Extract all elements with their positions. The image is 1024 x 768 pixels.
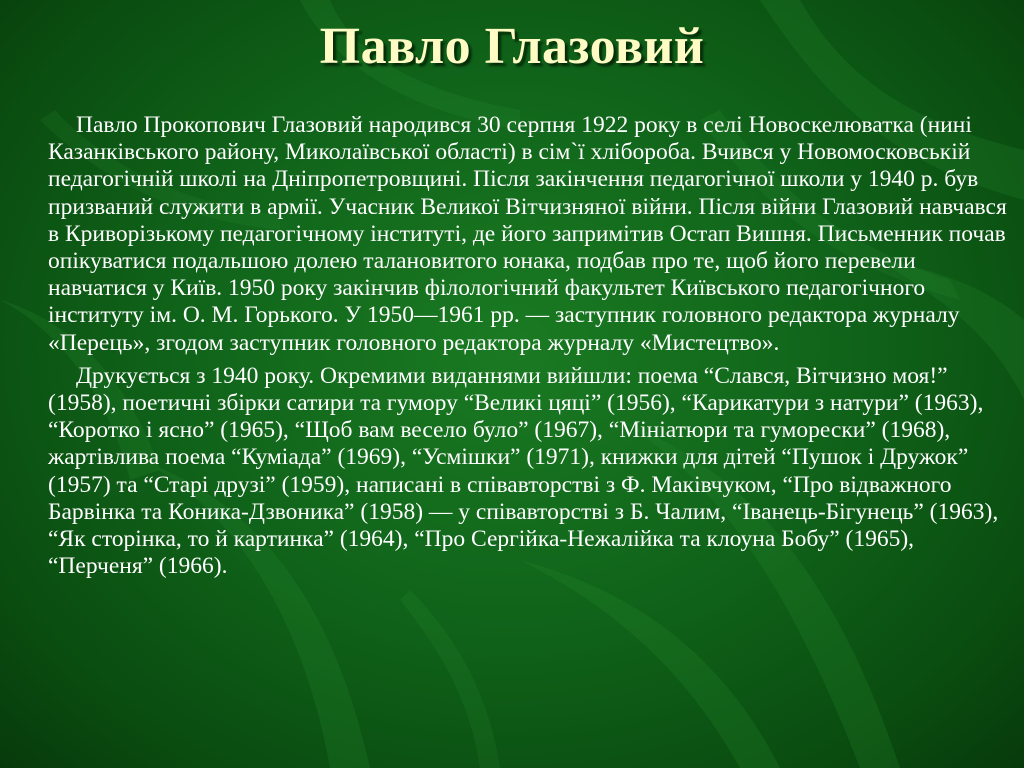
- slide-body: [48, 112, 1016, 586]
- biography-paragraph: Павло Прокопович Глазовий народився 30 серпня 1922 року в селі Новоскелюватка (нині Казанківського району, Миколаївської області) в сім`ї хлібороба. Вчився у Новомосковській педагогічній школі на Дніпропетровщині. Після закінчення педагогічної школи у 1940 р. був призваний служити в армії. Учасник Великої Вітчизняної війни. Після війни Глазовий навчався в Криворізькому педагогічному інституті, де його запримітив Остап Вишня. Письменник почав опікуватися подальшою долею талановитого юнака, подбав про те, щоб його перевели навчатися у Київ. 1950 року закінчив філологічний факультет Київського педагогічного інституту ім. О. М. Горького. У 1950—1961 рр. — заступник головного редактора журналу «Перець», згодом заступник головного редактора журналу «Мистецтво».: [48, 112, 1007, 356]
- works-paragraph: Друкується з 1940 року. Окремими виданнями вийшли: поема “Слався, Вітчизно моя!” (1958), поетичні збірки сатири та гумору “Великі цяці” (1956), “Карикатури з натури” (1963), “Коротко і ясно” (1965), “Щоб вам весело було” (1967), “Мініатюри та гуморески” (1968), жартівлива поема “Куміада” (1969), “Усмішки” (1971), книжки для дітей “Пушок і Дружок” (1957) та “Старі друзі” (1959), написані в співавторстві з Ф. Маківчуком, “Про відважного Барвінка та Коника-Дзвоника” (1958) — у співавторстві з Б. Чалим, “Іванець-Бігунець” (1963), “Як сторінка, то й картинка” (1964), “Про Сергійка-Нежалійка та клоуна Бобу” (1965), “Перченя” (1966).: [48, 362, 999, 580]
- slide-title: Павло Глазовий: [319, 18, 705, 75]
